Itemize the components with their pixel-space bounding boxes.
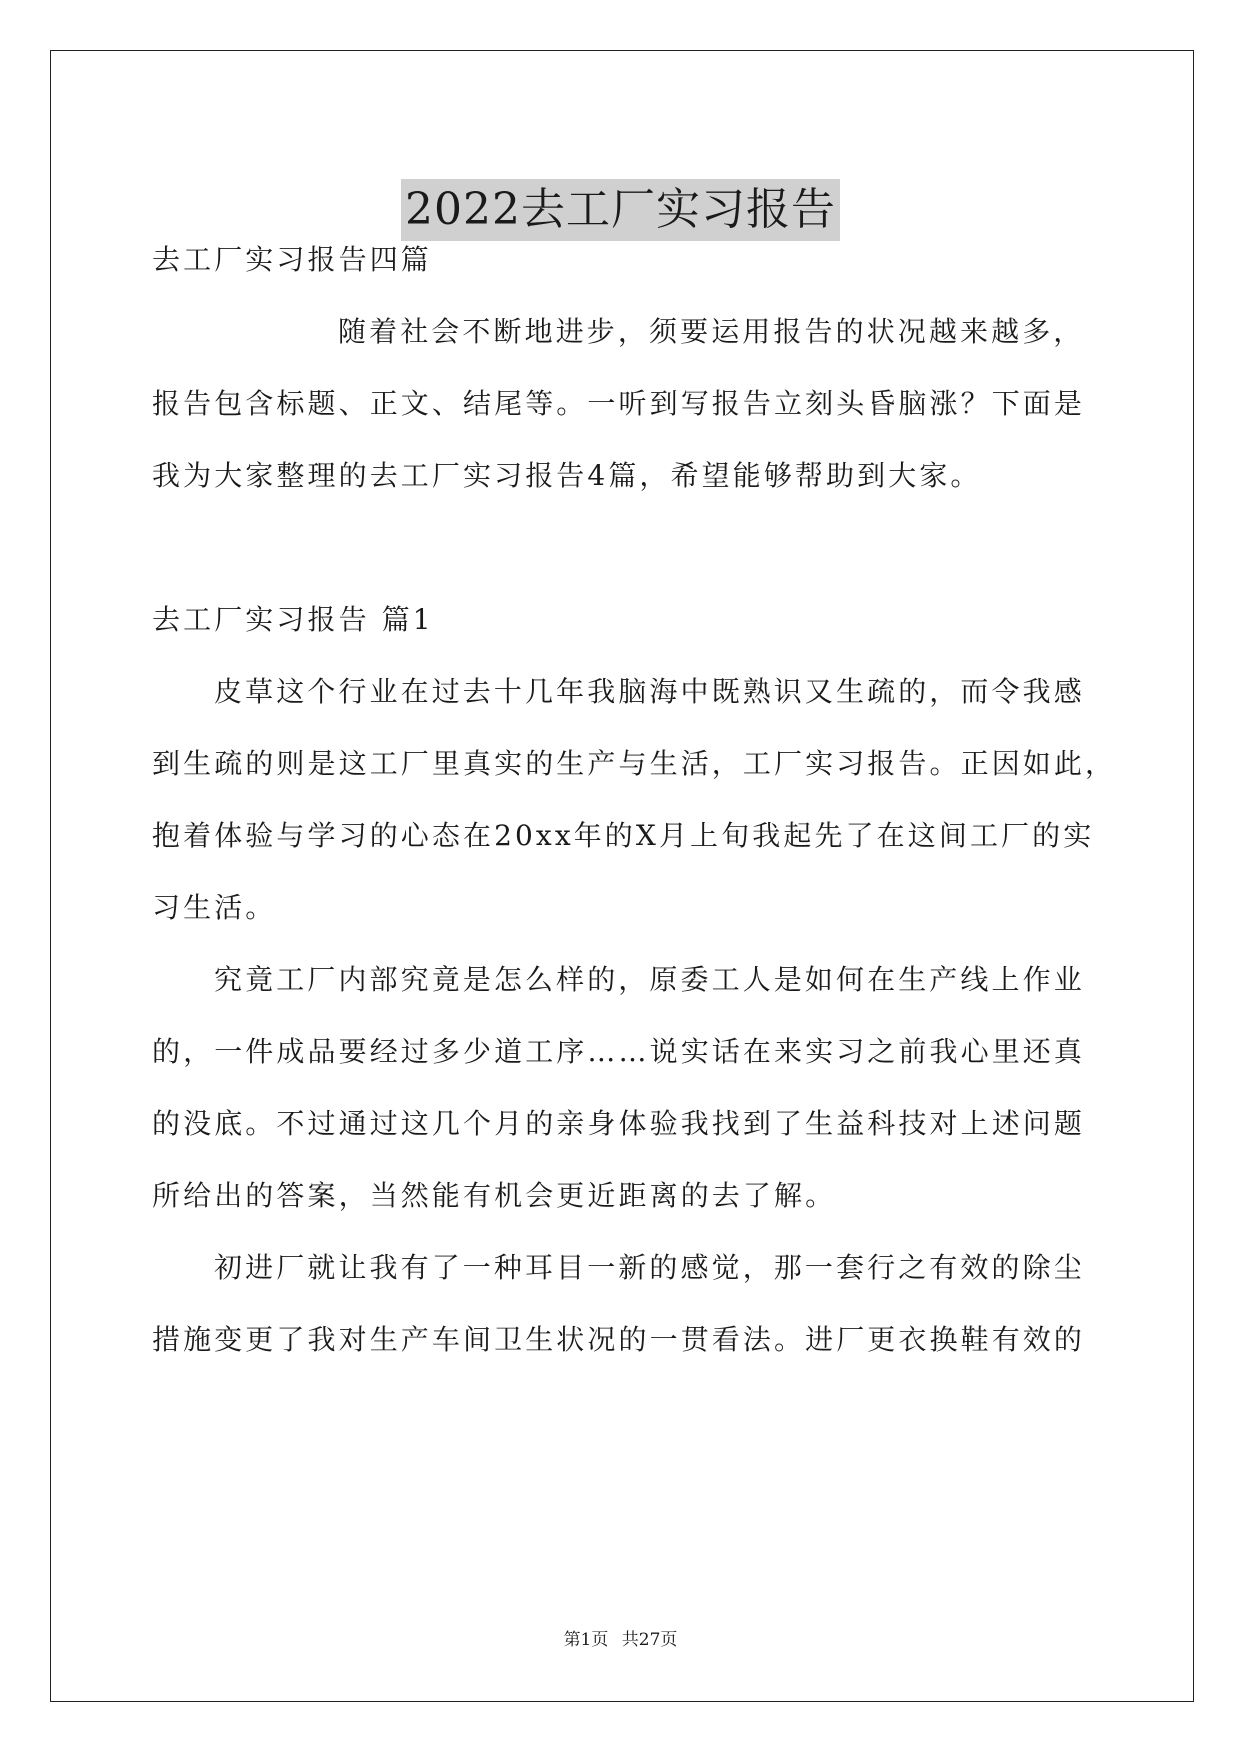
body-line: 的，一件成品要经过多少道工序……说实话在来实习之前我心里还真 [152, 1035, 1086, 1068]
body-line: 皮草这个行业在过去十几年我脑海中既熟识又生疏的，而令我感 [214, 675, 1085, 708]
intro-line: 我为大家整理的去工厂实习报告4篇，希望能够帮助到大家。 [152, 459, 982, 492]
page-border [50, 50, 1194, 1702]
page-number: 第1页 [563, 1630, 609, 1650]
body-line: 抱着体验与学习的心态在20xx年的X月上旬我起先了在这间工厂的实 [152, 819, 1095, 852]
document-subtitle: 去工厂实习报告四篇 [152, 243, 432, 276]
page-footer [0, 1628, 1241, 1652]
body-line: 措施变更了我对生产车间卫生状况的一贯看法。进厂更衣换鞋有效的 [152, 1323, 1086, 1356]
page-total: 共27页 [621, 1630, 678, 1650]
section-heading: 去工厂实习报告 篇1 [152, 603, 434, 636]
body-line: 究竟工厂内部究竟是怎么样的，原委工人是如何在生产线上作业 [214, 963, 1085, 996]
body-line: 的没底。不过通过这几个月的亲身体验我找到了生益科技对上述问题 [152, 1107, 1086, 1140]
body-line: 习生活。 [152, 891, 277, 924]
body-line: 到生疏的则是这工厂里真实的生产与生活，工厂实习报告。正因如此， [152, 747, 1117, 780]
document-title: 2022去工厂实习报告 [401, 179, 840, 241]
intro-line: 随着社会不断地进步，须要运用报告的状况越来越多， [338, 315, 1085, 348]
body-line: 所给出的答案，当然能有机会更近距离的去了解。 [152, 1179, 837, 1212]
intro-line: 报告包含标题、正文、结尾等。一听到写报告立刻头昏脑涨？下面是 [152, 387, 1086, 420]
body-line: 初进厂就让我有了一种耳目一新的感觉，那一套行之有效的除尘 [214, 1251, 1085, 1284]
